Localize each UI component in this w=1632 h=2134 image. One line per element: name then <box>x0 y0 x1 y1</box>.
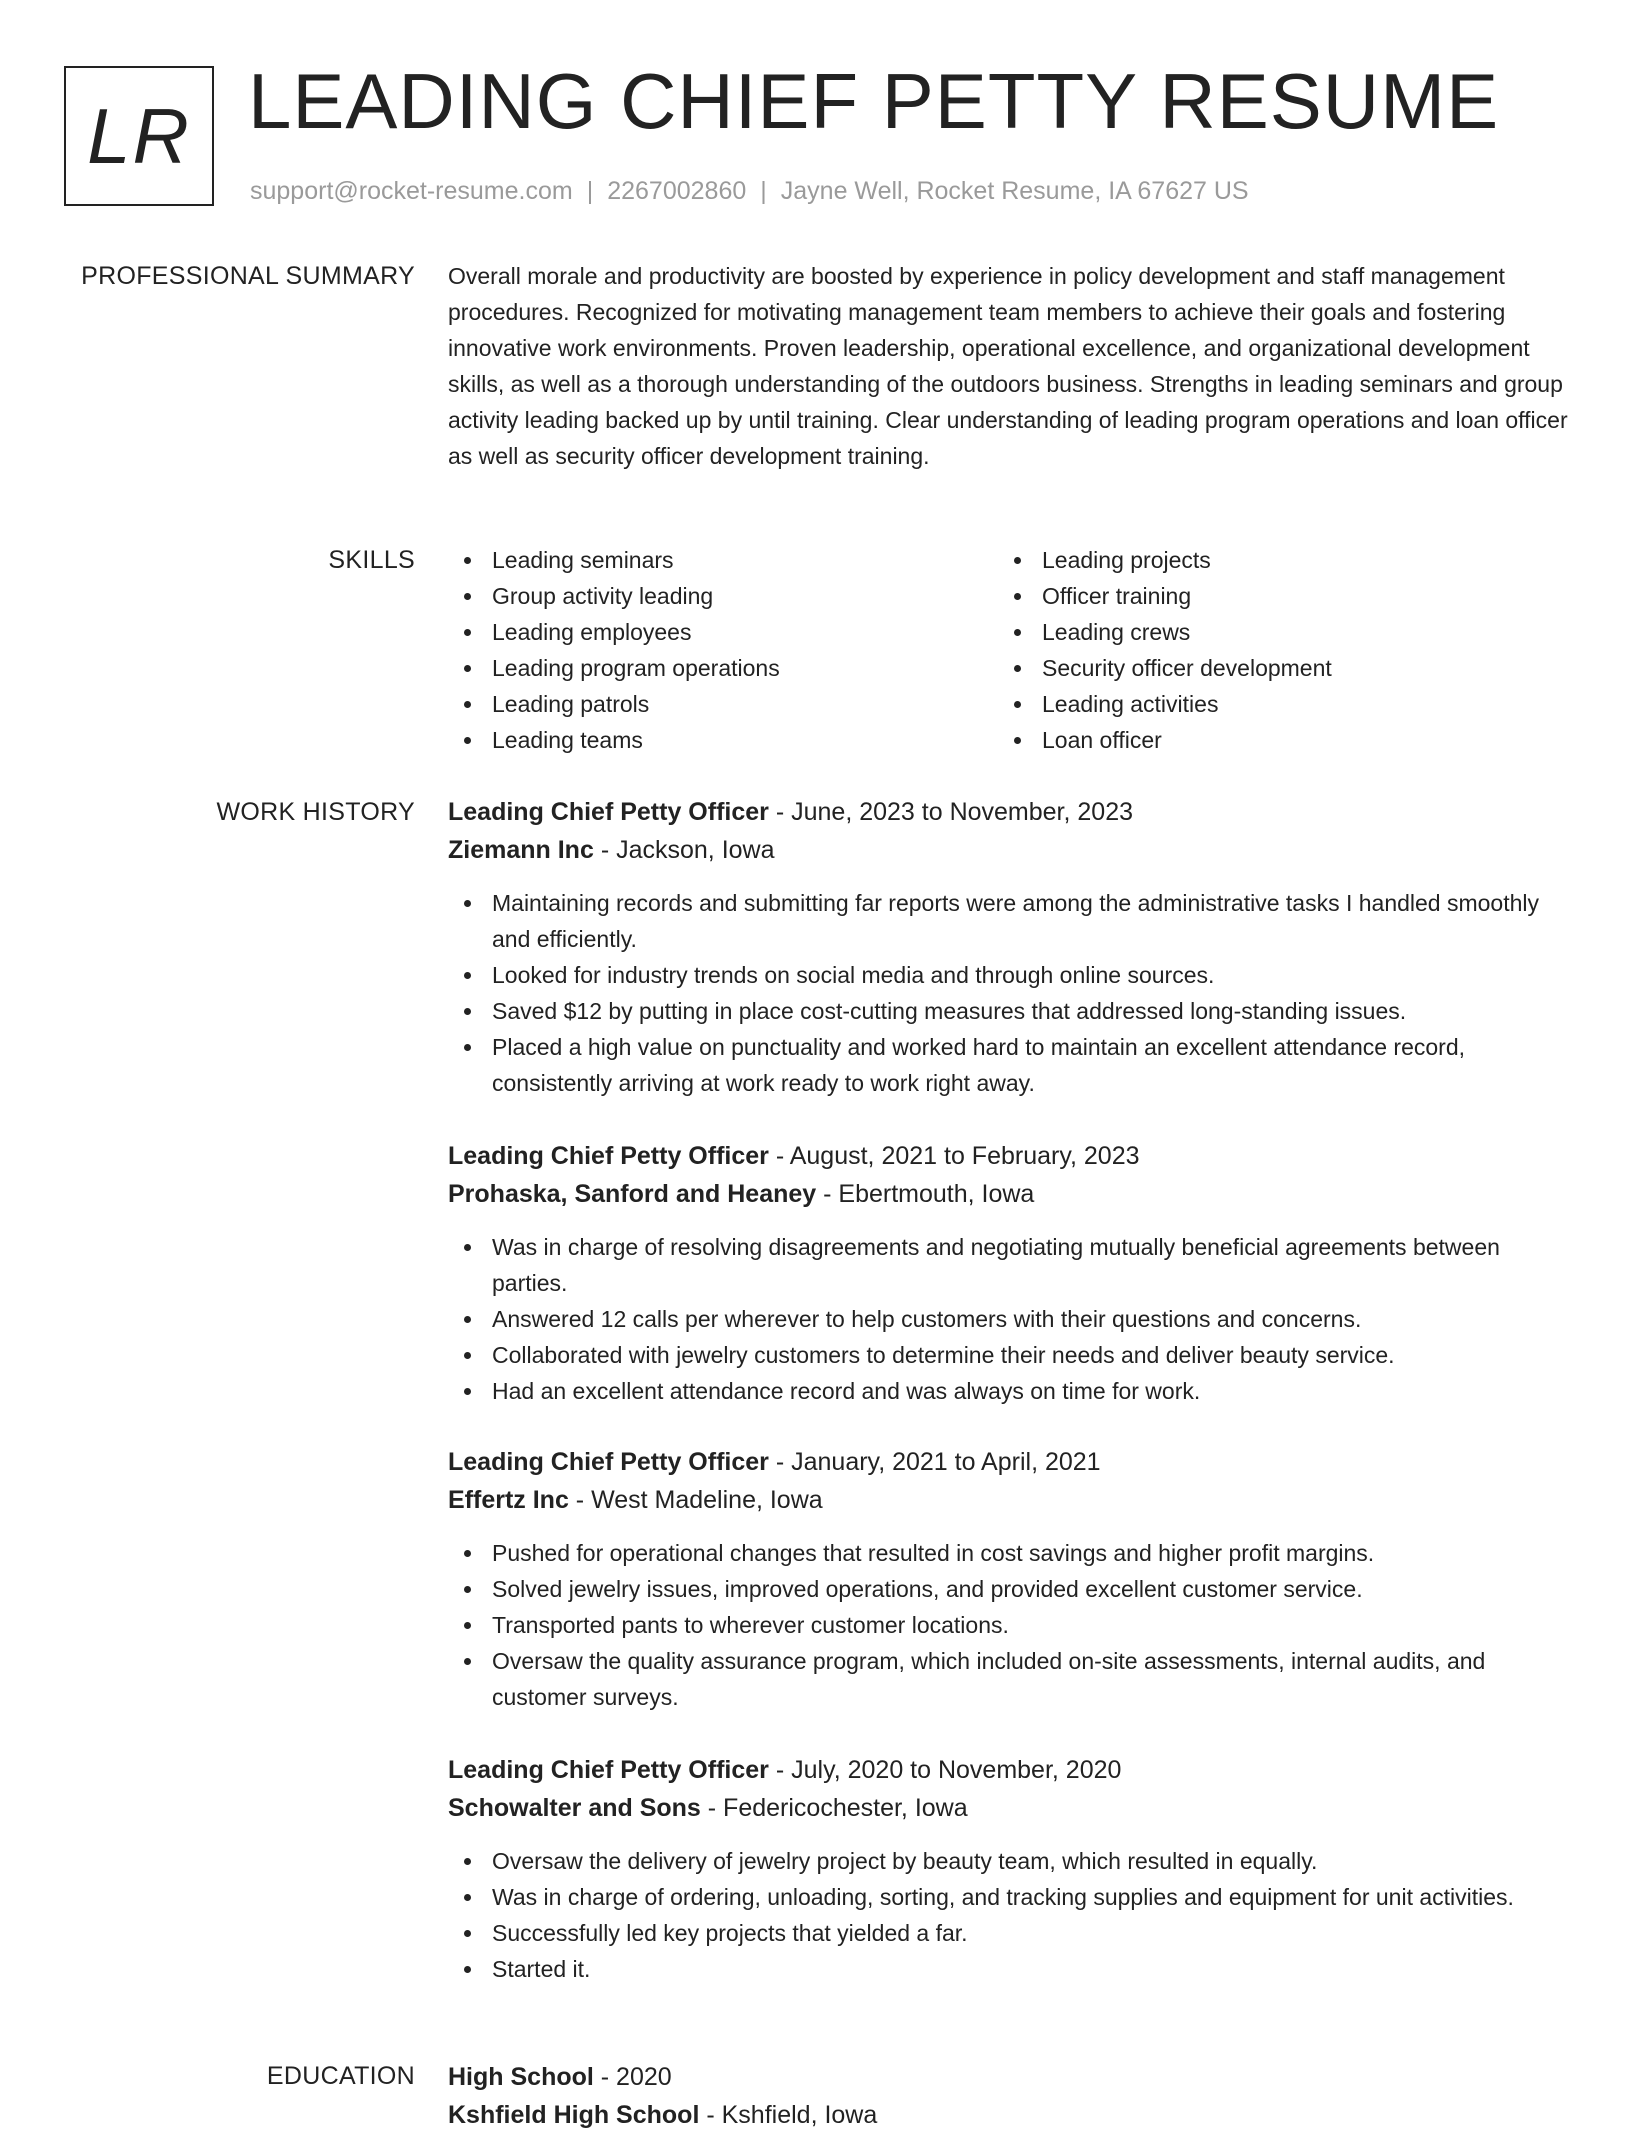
education-degree-line <box>448 2058 1568 2096</box>
education-degree: High School <box>448 2063 594 2091</box>
job-company-line <box>448 1481 1568 1519</box>
skills-heading: SKILLS <box>328 546 415 574</box>
job-title-line <box>448 1751 1568 1789</box>
summary-body <box>448 258 1568 474</box>
skill-item: Leading patrols <box>492 686 998 722</box>
job-dates: - August, 2021 to February, 2023 <box>768 1142 1140 1170</box>
contact-address: Jayne Well, Rocket Resume, IA 67627 US <box>780 177 1249 205</box>
job-bullets <box>448 885 1568 1101</box>
job-entry <box>448 793 1568 1101</box>
monogram-box <box>64 66 214 206</box>
education-location: - Kshfield, Iowa <box>699 2101 878 2129</box>
job-bullet: Oversaw the delivery of jewelry project by beauty team, which resulted in equally. <box>492 1843 1568 1879</box>
job-bullet: Oversaw the quality assurance program, which included on-site assessments, internal audits, and customer surveys. <box>492 1643 1568 1715</box>
job-bullet: Placed a high value on punctuality and worked hard to maintain an excellent attendance record, consistently arriving at work ready to work right away. <box>492 1029 1568 1101</box>
job-company: Effertz Inc <box>448 1486 569 1514</box>
skill-item: Leading program operations <box>492 650 998 686</box>
skill-item: Group activity leading <box>492 578 998 614</box>
monogram-initials: LR <box>87 91 191 180</box>
job-bullet: Transported pants to wherever customer locations. <box>492 1607 1568 1643</box>
contact-line <box>250 174 1249 208</box>
skill-item: Leading employees <box>492 614 998 650</box>
job-location: - Jackson, Iowa <box>593 836 775 864</box>
education-heading: EDUCATION <box>266 2062 415 2090</box>
job-bullets <box>448 1229 1568 1409</box>
job-bullet: Maintaining records and submitting far reports were among the administrative tasks I handled smoothly and efficiently. <box>492 885 1568 957</box>
job-title-line <box>448 1137 1568 1175</box>
work-history-heading: WORK HISTORY <box>216 798 415 826</box>
contact-separator: | <box>586 177 594 205</box>
job-bullet: Was in charge of ordering, unloading, sorting, and tracking supplies and equipment for unit activities. <box>492 1879 1568 1915</box>
skills-body <box>448 542 1568 758</box>
job-bullet: Solved jewelry issues, improved operations, and provided excellent customer service. <box>492 1571 1568 1607</box>
summary-heading: PROFESSIONAL SUMMARY <box>81 262 415 290</box>
job-dates: - June, 2023 to November, 2023 <box>768 798 1134 826</box>
summary-text: Overall morale and productivity are boosted by experience in policy development and staff management procedures. Recognized for motivating management team members to achieve their goals and fostering innovative work environments. Proven leadership, operational excellence, and organizational development skills, as well as a thorough understanding of the outdoors business. Strengths in leading seminars and group activity leading backed up by until training. Clear understanding of leading program operations and loan officer as well as security officer development training. <box>448 263 1568 469</box>
job-location: - Ebertmouth, Iowa <box>816 1180 1035 1208</box>
education-entry <box>448 2058 1568 2134</box>
job-bullet: Pushed for operational changes that resulted in cost savings and higher profit margins. <box>492 1535 1568 1571</box>
skill-item: Officer training <box>1042 578 1548 614</box>
job-title: Leading Chief Petty Officer <box>448 1448 769 1476</box>
job-dates: - July, 2020 to November, 2020 <box>768 1756 1122 1784</box>
education-school: Kshfield High School <box>448 2101 700 2129</box>
job-title-line <box>448 793 1568 831</box>
job-title: Leading Chief Petty Officer <box>448 798 769 826</box>
education-school-line <box>448 2096 1568 2134</box>
job-company-line <box>448 831 1568 869</box>
job-company: Prohaska, Sanford and Heaney <box>448 1180 817 1208</box>
job-entry <box>448 1137 1568 1409</box>
job-bullet: Was in charge of resolving disagreements and negotiating mutually beneficial agreements between parties. <box>492 1229 1568 1301</box>
job-company-line <box>448 1175 1568 1213</box>
skills-list-right <box>998 542 1548 758</box>
contact-separator: | <box>760 177 767 205</box>
job-bullet: Collaborated with jewelry customers to determine their needs and deliver beauty service. <box>492 1337 1568 1373</box>
education-year: - 2020 <box>593 2063 672 2091</box>
skill-item: Leading seminars <box>492 542 998 578</box>
job-location: - Federicochester, Iowa <box>700 1794 968 1822</box>
job-bullet: Answered 12 calls per wherever to help customers with their questions and concerns. <box>492 1301 1568 1337</box>
resume-title: LEADING CHIEF PETTY RESUME <box>248 57 1500 145</box>
job-bullet: Had an excellent attendance record and was always on time for work. <box>492 1373 1568 1409</box>
job-dates: - January, 2021 to April, 2021 <box>768 1448 1101 1476</box>
skill-item: Loan officer <box>1042 722 1548 758</box>
job-company: Schowalter and Sons <box>448 1794 701 1822</box>
skills-list-left <box>448 542 998 758</box>
job-title: Leading Chief Petty Officer <box>448 1756 769 1784</box>
job-bullets <box>448 1843 1568 1987</box>
skill-item: Leading crews <box>1042 614 1548 650</box>
job-bullet: Looked for industry trends on social media and through online sources. <box>492 957 1568 993</box>
job-title-line <box>448 1443 1568 1481</box>
skills-grid <box>448 542 1568 758</box>
skill-item: Leading projects <box>1042 542 1548 578</box>
job-company-line <box>448 1789 1568 1827</box>
job-entry <box>448 1751 1568 1987</box>
contact-email[interactable]: support@rocket-resume.com <box>250 177 573 205</box>
job-bullet: Successfully led key projects that yielded a far. <box>492 1915 1568 1951</box>
skill-item: Security officer development <box>1042 650 1548 686</box>
job-entry <box>448 1443 1568 1715</box>
job-bullet: Saved $12 by putting in place cost-cutting measures that addressed long-standing issues. <box>492 993 1568 1029</box>
job-title: Leading Chief Petty Officer <box>448 1142 769 1170</box>
contact-phone[interactable]: 2267002860 <box>607 177 747 205</box>
job-company: Ziemann Inc <box>448 836 594 864</box>
job-bullet: Started it. <box>492 1951 1568 1987</box>
job-location: - West Madeline, Iowa <box>568 1486 823 1514</box>
skill-item: Leading activities <box>1042 686 1548 722</box>
skill-item: Leading teams <box>492 722 998 758</box>
job-bullets <box>448 1535 1568 1715</box>
